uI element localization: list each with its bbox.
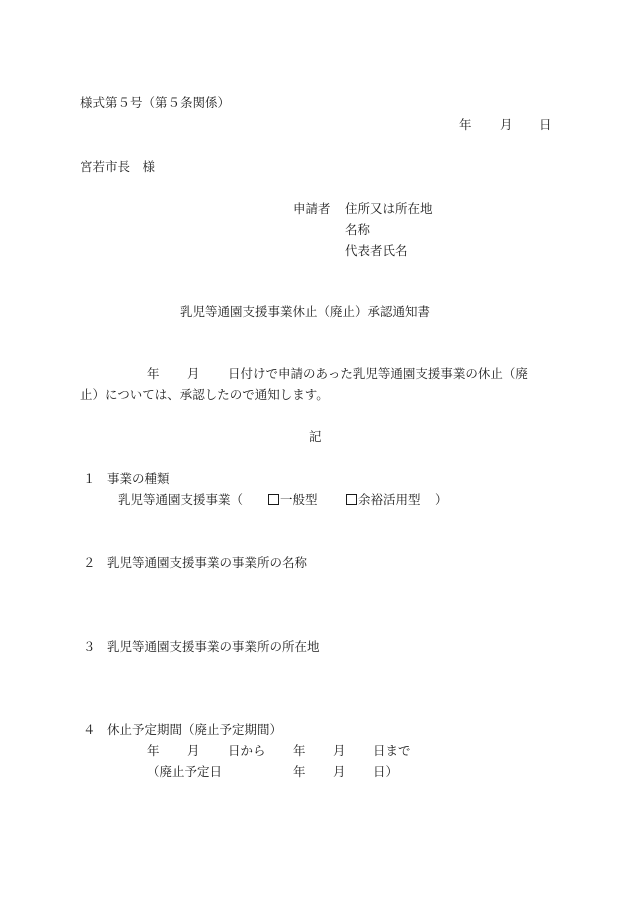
option-general-label: 一般型 — [280, 492, 318, 507]
addressee: 宮若市長 様 — [80, 159, 156, 174]
checkbox-general[interactable] — [268, 494, 279, 505]
body-line1-rest: 日付けで申請のあった乳児等通園支援事業の休止（廃 — [228, 366, 528, 381]
date-month-label: 月 — [500, 117, 513, 132]
applicant-address-label: 住所又は所在地 — [345, 201, 433, 216]
option-general — [268, 494, 318, 507]
item1-close-paren: ） — [435, 492, 448, 507]
abolish-date-label: （廃止予定日 — [147, 764, 223, 779]
date-year-label: 年 — [459, 117, 472, 132]
date-day-label: 日 — [539, 117, 552, 132]
body-line2: 止）については、承認したので通知します。 — [80, 387, 329, 402]
abolish-month: 月 — [333, 764, 346, 779]
item2-title: 乳児等通園支援事業の事業所の名称 — [107, 555, 308, 570]
item1-number: １ — [83, 471, 96, 486]
period-to-month: 月 — [333, 743, 346, 758]
option-surplus — [346, 494, 421, 507]
item4-title: 休止予定期間（廃止予定期間） — [107, 722, 283, 737]
applicant-representative-label: 代表者氏名 — [345, 243, 408, 258]
checkbox-surplus[interactable] — [346, 494, 357, 505]
period-from-month: 月 — [187, 743, 200, 758]
body-year: 年 — [147, 366, 160, 381]
item3-number: ３ — [83, 639, 96, 654]
document-title: 乳児等通園支援事業休止（廃止）承認通知書 — [180, 304, 431, 319]
period-to-year: 年 — [293, 743, 306, 758]
applicant-label: 申請者 — [293, 201, 331, 216]
form-number: 様式第５号（第５条関係） — [80, 95, 231, 110]
abolish-year: 年 — [293, 764, 306, 779]
applicant-name-label: 名称 — [345, 222, 371, 237]
item1-title: 事業の種類 — [107, 471, 170, 486]
item4-number: ４ — [83, 722, 96, 737]
item1-business-label: 乳児等通園支援事業（ — [118, 492, 244, 507]
item3-title: 乳児等通園支援事業の事業所の所在地 — [107, 639, 320, 654]
item2-number: ２ — [83, 555, 96, 570]
abolish-day: 日） — [373, 764, 399, 779]
period-from-year: 年 — [147, 743, 160, 758]
ki-heading: 記 — [309, 429, 322, 444]
period-from-day: 日から — [228, 743, 266, 758]
option-surplus-label: 余裕活用型 — [358, 492, 421, 507]
body-month: 月 — [187, 366, 200, 381]
period-to-day: 日まで — [373, 743, 411, 758]
